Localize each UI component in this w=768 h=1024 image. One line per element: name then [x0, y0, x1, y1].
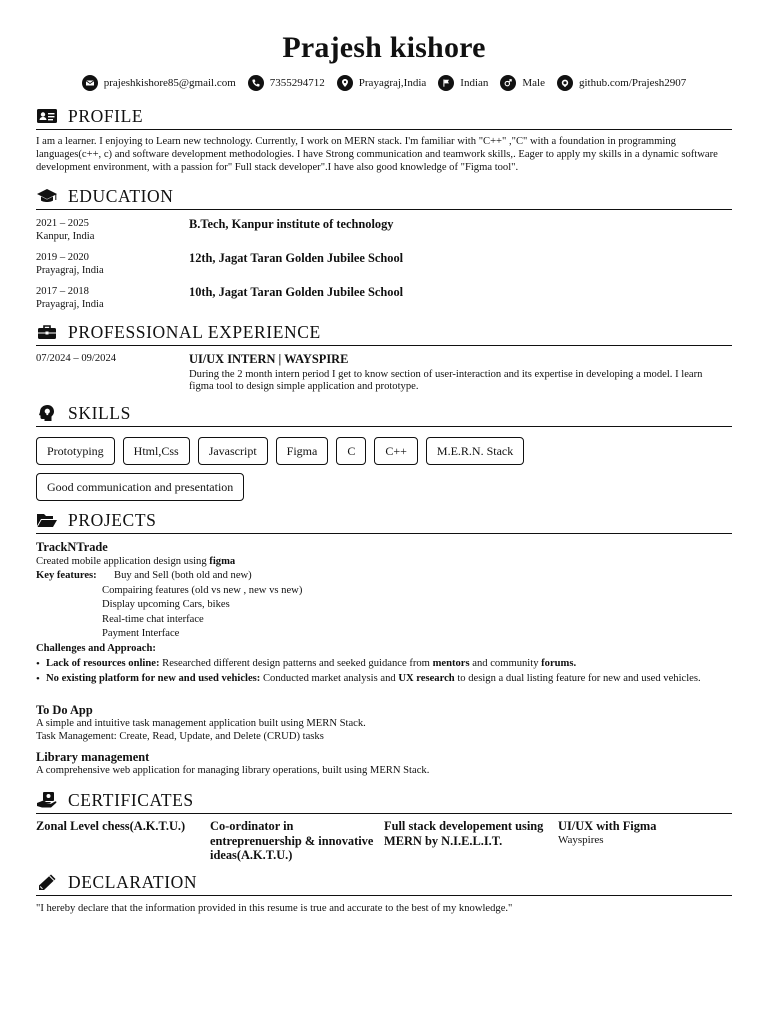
experience-section-header [36, 322, 732, 346]
profile-section-header [36, 106, 732, 130]
certificate-title: Co-ordinator in entreprenuership & innovative ideas(A.K.T.U.) [210, 818, 374, 863]
location-pin-icon [337, 75, 353, 91]
project-description: Task Management: Create, Read, Update, and Delete (CRUD) tasks [36, 730, 324, 742]
education-title: EDUCATION [68, 185, 174, 206]
education-section-header [36, 186, 732, 210]
education-dates: 2019 – 2020 [36, 251, 89, 263]
certificate-title: UI/UX with Figma [558, 818, 657, 833]
project-tracktrade [36, 540, 732, 686]
skill-chip: C [336, 437, 366, 465]
github-icon [557, 75, 573, 91]
challenge-text: and community [469, 658, 542, 670]
contact-location [337, 75, 427, 91]
project-todo [36, 703, 732, 743]
feature-item: Display upcoming Cars, bikes [102, 599, 230, 611]
contact-phone[interactable] [248, 75, 325, 91]
resume-page [36, 0, 732, 915]
contact-bar [36, 74, 732, 92]
feature-item: Real-time chat interface [102, 613, 204, 625]
phone-text: 7355294712 [269, 77, 325, 89]
feature-item: Buy and Sell (both old and new) [114, 570, 252, 582]
education-item [36, 285, 732, 312]
skill-chip: Prototyping [36, 437, 115, 465]
challenge-bullet [36, 673, 732, 686]
project-description: A comprehensive web application for managing library operations, built using MERN Stack. [36, 765, 430, 777]
certificate-item [36, 819, 210, 863]
key-features-label: Key features: [36, 570, 97, 582]
certificate-title: Full stack developement using MERN by N.I.E.L.I.T. [384, 818, 544, 848]
contact-email[interactable] [82, 75, 236, 91]
challenge-bold: UX research [398, 672, 455, 684]
challenge-bold: forums. [541, 658, 577, 670]
flag-icon [438, 75, 454, 91]
gender-text: Male [522, 77, 545, 89]
certificate-issuer: Wayspires [558, 833, 604, 846]
bullet-dot: • [36, 672, 40, 685]
education-dates: 2021 – 2025 [36, 217, 89, 229]
certificates-section-header [36, 790, 732, 814]
project-library [36, 750, 732, 778]
project-description-text: Created mobile application design using [36, 555, 210, 567]
challenge-label: No existing platform for new and used vehicles: [46, 672, 261, 684]
project-description-bold: figma [209, 555, 236, 567]
skill-chip: M.E.R.N. Stack [426, 437, 524, 465]
project-description: A simple and intuitive task management application built using MERN Stack. [36, 718, 366, 730]
challenge-text: to design a dual listing feature for new and used vehicles. [454, 672, 701, 684]
education-dates: 2017 – 2018 [36, 285, 89, 297]
head-lightbulb-icon [36, 404, 58, 422]
contact-github[interactable] [557, 75, 686, 91]
skill-chip: C++ [374, 437, 418, 465]
skill-chip: Javascript [198, 437, 268, 465]
profile-summary: I am a learner. I enjoying to Learn new technology. Currently, I work on MERN stack. I'm familiar with "C++" ,"C" with a foundation in programming languages(c++, c) and software development methodologies. I have Strong communication and teamwork skills,. Eager to apply my skills in a dynamic software development environment, with a passion for" Full stack developer".I have also good knowledge of "Figma tool". [36, 136, 718, 173]
certificate-title: Zonal Level chess(A.K.T.U.) [36, 818, 186, 833]
education-place: Kanpur, India [36, 231, 95, 243]
education-school: 12th, Jagat Taran Golden Jubilee School [189, 250, 404, 265]
challenge-text: Researched different design patterns and seeked guidance from [159, 658, 433, 670]
skills-list [36, 437, 596, 501]
challenges-label: Challenges and Approach: [36, 642, 156, 654]
project-name: TrackNTrade [36, 539, 108, 554]
education-place: Prayagraj, India [36, 265, 104, 277]
feature-item: Compairing features (old vs new , new vs new) [102, 584, 303, 596]
gender-icon [500, 75, 516, 91]
graduation-cap-icon [36, 187, 58, 205]
contact-gender [500, 75, 545, 91]
certificates-list [36, 819, 732, 863]
project-description [36, 555, 732, 570]
bullet-dot: • [36, 658, 40, 671]
skills-section-header [36, 403, 732, 427]
candidate-name: Prajesh kishore [282, 31, 486, 64]
education-school: 10th, Jagat Taran Golden Jubilee School [189, 284, 404, 299]
pen-icon [36, 873, 58, 891]
certificates-title: CERTIFICATES [68, 789, 194, 810]
email-text[interactable]: prajeshkishore85@gmail.com [103, 77, 236, 89]
key-features-row [36, 569, 732, 584]
location-text: Prayagraj,India [358, 77, 427, 89]
projects-title: PROJECTS [68, 509, 157, 530]
experience-item [36, 352, 732, 394]
challenge-bullet [36, 658, 732, 671]
certificate-item [384, 819, 558, 863]
challenge-label: Lack of resources online: [46, 658, 160, 670]
feature-item: Payment Interface [102, 628, 180, 640]
education-item [36, 251, 732, 278]
declaration-text: "I hereby declare that the information provided in this resume is true and accurate to the best of my knowledge." [36, 903, 513, 915]
skill-chip: Html,Css [123, 437, 190, 465]
certificate-hand-icon [36, 791, 58, 809]
skills-title: SKILLS [68, 402, 131, 423]
experience-title: PROFESSIONAL EXPERIENCE [68, 321, 321, 342]
experience-role: UI/UX INTERN | WAYSPIRE [189, 351, 349, 366]
nationality-text: Indian [460, 77, 489, 89]
declaration-section-header [36, 872, 732, 896]
contact-nationality [438, 75, 488, 91]
education-place: Prayagraj, India [36, 299, 104, 311]
profile-title: PROFILE [68, 106, 144, 126]
id-card-icon [36, 107, 58, 125]
certificate-item [210, 819, 384, 863]
education-list [36, 217, 732, 312]
certificate-item [558, 819, 732, 863]
phone-icon [248, 75, 264, 91]
email-icon [82, 75, 98, 91]
projects-section-header [36, 510, 732, 534]
briefcase-icon [36, 323, 58, 341]
folder-open-icon [36, 511, 58, 529]
challenge-text: Conducted market analysis and [260, 672, 399, 684]
education-item [36, 217, 732, 244]
experience-description: During the 2 month intern period I get to know section of user-interaction and its expertise in developing a model. I learn figma tool to design simple application and prototype. [189, 368, 703, 393]
skill-chip: Good communication and presentation [36, 473, 244, 501]
project-name: Library management [36, 750, 150, 765]
challenge-bold: mentors [432, 658, 470, 670]
experience-dates: 07/2024 – 09/2024 [36, 352, 117, 364]
project-name: To Do App [36, 703, 93, 718]
github-text[interactable]: github.com/Prajesh2907 [579, 77, 687, 89]
skill-chip: Figma [276, 437, 329, 465]
declaration-title: DECLARATION [68, 872, 198, 893]
education-school: B.Tech, Kanpur institute of technology [189, 216, 394, 231]
